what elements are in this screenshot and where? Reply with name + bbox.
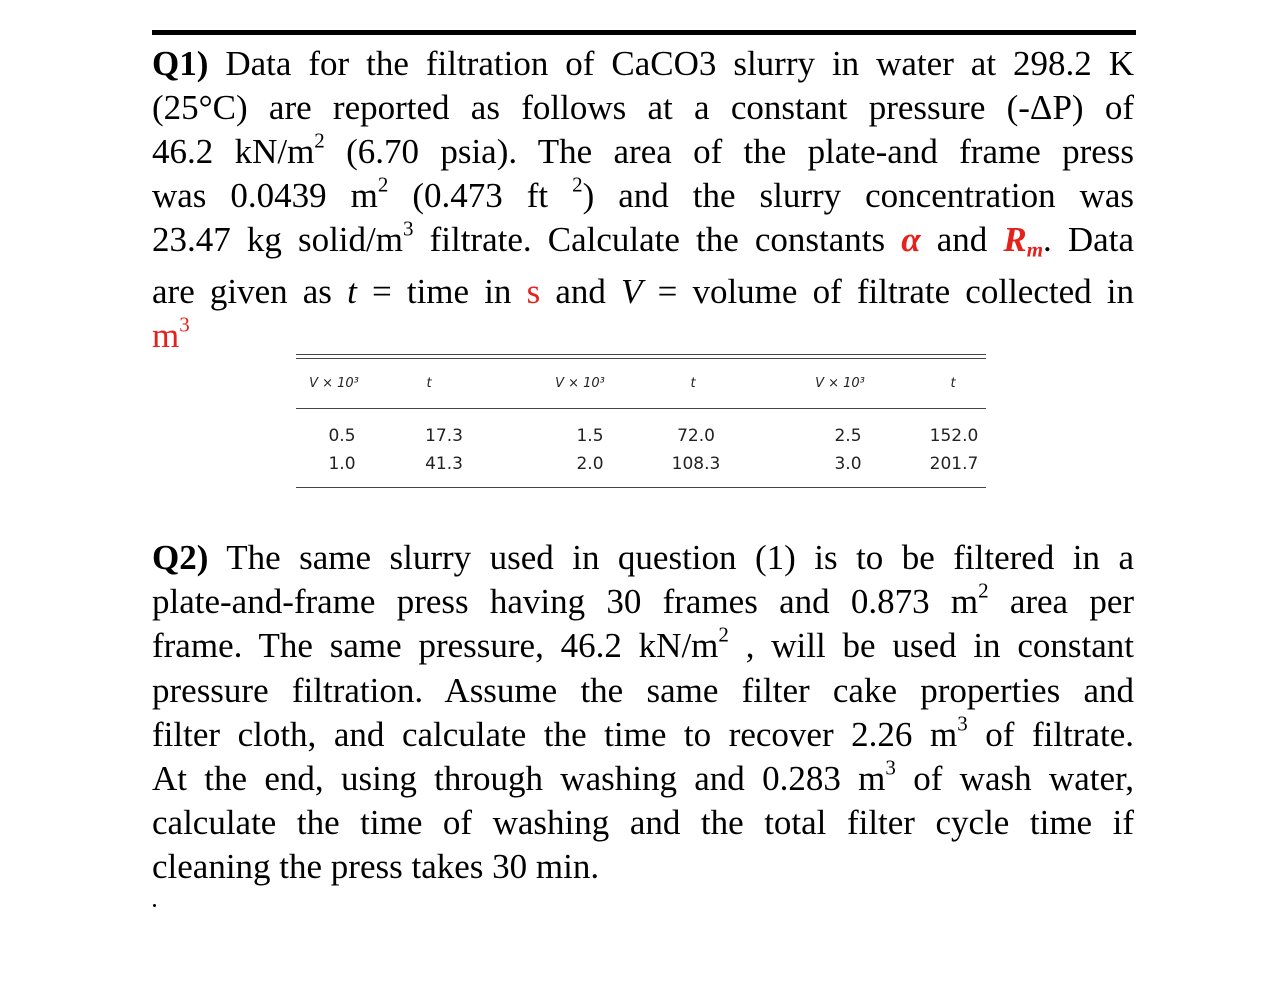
table-header: V × 10³: [309, 376, 359, 391]
q2-line-5: filter cloth, and calculate the time to recover 2.26 $m^3$ of filtrate.: [152, 711, 1134, 754]
alpha-symbol: α: [901, 220, 921, 259]
q2-line-8: cleaning the press takes 30 min.: [152, 847, 600, 887]
table-header: V × 10³: [555, 376, 605, 391]
table-header: t: [950, 376, 956, 391]
table-cell: 152.0: [929, 426, 979, 446]
table-cell: 17.3: [425, 426, 463, 446]
table-top-rule-2: [296, 358, 986, 359]
table-cell: 0.5: [328, 426, 356, 446]
q1-line-4: was 0.0439 $m^2$ (0.473 ft $^2$) and the slurry concentration was: [152, 172, 1135, 215]
q2-line-3: frame. The same pressure, 46.2 $kN/m^2$ , will be used in constant: [152, 622, 1134, 666]
table-cell: 3.0: [834, 454, 862, 474]
q2-line-6: At the end, using through washing and 0.283 $m^3$ of wash water,: [152, 755, 1134, 799]
q2-number: Q2): [152, 538, 209, 577]
table-bottom-rule: [296, 487, 986, 488]
rm-symbol: $R_m$: [1003, 220, 1044, 262]
unit-seconds: s: [526, 272, 541, 311]
q1-line-3: 46.2 $kN/m^2$ (6.70 psia). The area of the plate-and frame press: [152, 128, 1134, 171]
table-cell: 201.7: [929, 454, 979, 474]
question-2-paragraph: [152, 536, 1134, 890]
table-cell: 41.3: [425, 454, 463, 474]
table-cell: 2.5: [834, 426, 862, 446]
filtration-data-table: [296, 352, 986, 492]
table-header: V × 10³: [815, 376, 865, 391]
q2-line-7: calculate the time of washing and the total filter cycle time if: [152, 803, 1134, 843]
q1-line-5: 23.47 kg solid/$m^3$ filtrate. Calculate the constants α and $R_m$. Data: [152, 216, 1134, 262]
table-header: t: [426, 376, 432, 391]
top-rule: [152, 30, 1136, 35]
table-cell: 72.0: [677, 426, 715, 446]
q1-number: Q1): [152, 44, 209, 83]
unit-cubic-meter: $m^3$: [152, 312, 190, 355]
q2-line-2: plate-and-frame press having 30 frames and 0.873 $m^2$ area per: [152, 578, 1135, 622]
table-cell: 2.0: [576, 454, 604, 474]
question-1-paragraph: [152, 42, 1134, 262]
table-cell: 1.0: [328, 454, 356, 474]
table-header-rule: [296, 408, 986, 409]
q2-line-4: pressure filtration. Assume the same filter cake properties and: [152, 670, 1134, 710]
q1-line-1: Q1) Data for the filtration of CaCO3 slurry in water at 298.2 K: [152, 44, 1134, 83]
q1-line-6: are given as t = time in s and V = volume of filtrate collected in: [152, 272, 1134, 311]
table-cell: 1.5: [576, 426, 604, 446]
q2-line-1: Q2) The same slurry used in question (1) is to be filtered in a: [152, 538, 1134, 577]
table-top-rule-1: [296, 354, 986, 355]
table-cell: 108.3: [671, 454, 721, 474]
q1-line-2: (25°C) are reported as follows at a constant pressure (-ΔP) of: [152, 88, 1134, 127]
stray-dot: [153, 904, 156, 907]
table-header: t: [690, 376, 696, 391]
